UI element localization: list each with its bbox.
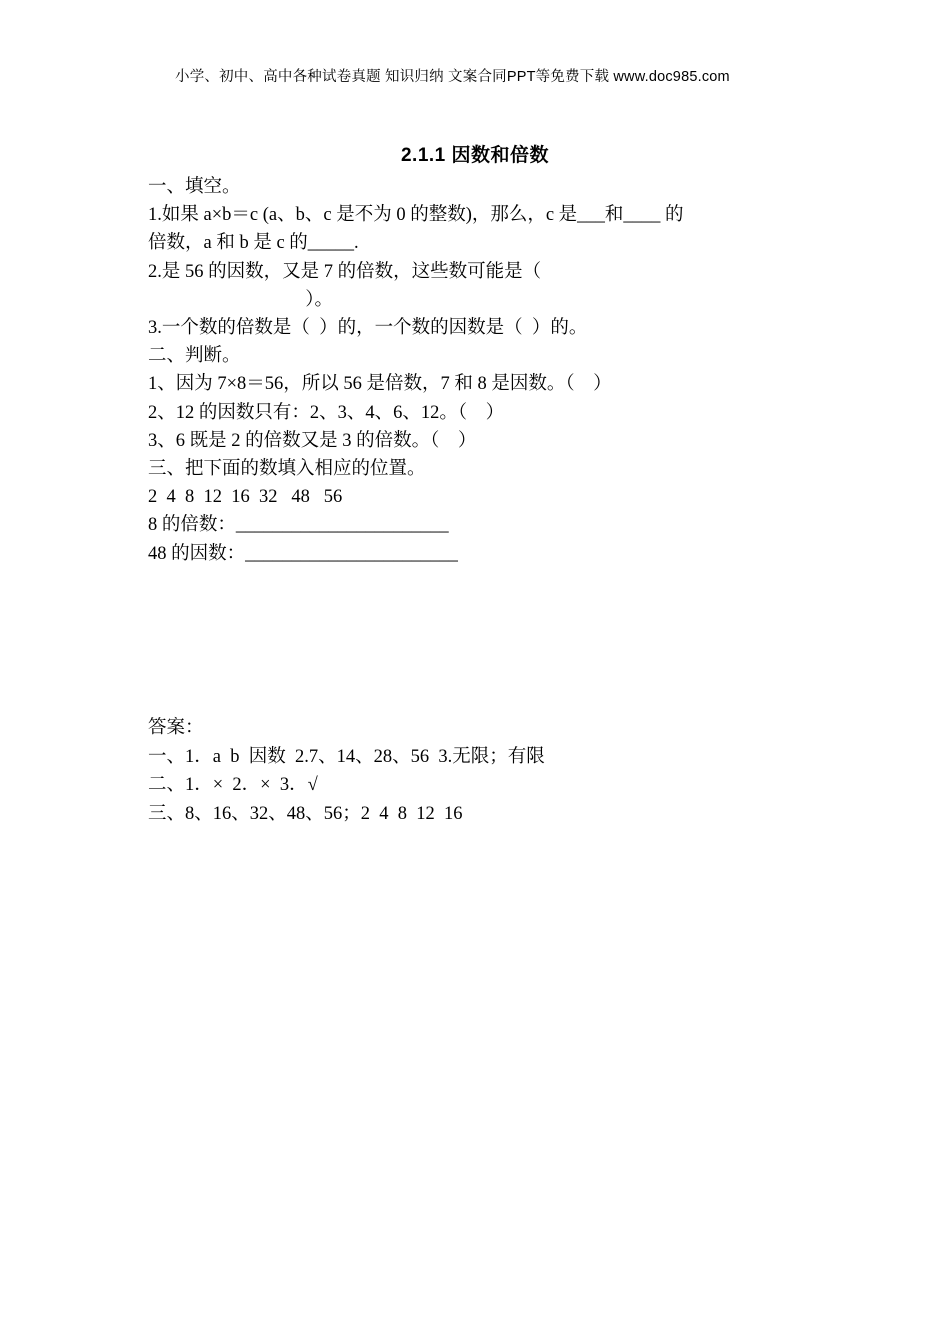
question-line: 1、因为 7×8＝56，所以 56 是倍数，7 和 8 是因数。（ ） [148,374,612,395]
answer-line: 二、1．× 2．× 3．√ [148,775,318,795]
question-line: 8 的倍数：_______________________ [148,515,449,536]
answer-line: 一、1．a b 因数 2.7、14、28、56 3.无限；有限 [148,746,545,767]
question-line: 3、6 既是 2 的倍数又是 3 的倍数。（ ） [148,430,477,451]
answer-line: 三、8、16、32、48、56；2 4 8 12 16 [148,803,463,824]
answers-heading: 答案： [148,718,204,738]
section-heading-3: 三、把下面的数填入相应的位置。 [148,459,426,480]
question-line: 2.是 56 的因数，又是 7 的倍数，这些数可能是（ [148,261,542,282]
question-line: 倍数，a 和 b 是 c 的_____. [148,233,359,254]
exercise-body [148,173,828,568]
question-line: 1.如果 a×b＝c (a、b、c 是不为 0 的整数)，那么，c 是___和____ 的 [148,205,684,226]
section-heading-1: 一、填空。 [148,177,241,197]
section-heading-2: 二、判断。 [148,346,241,367]
question-line: 2 4 8 12 16 32 48 56 [148,487,343,508]
site-watermark-note: 小学、初中、高中各种试卷真题 知识归纳 文案合同PPT等免费下载 www.doc985.com [175,69,730,85]
page-title: 2.1.1 因数和倍数 [400,145,550,166]
question-line: 48 的因数：_______________________ [148,543,458,564]
question-line: 3.一个数的倍数是（ ）的，一个数的因数是（ ）的。 [148,318,588,339]
question-line: 2、12 的因数只有：2、3、4、6、12。（ ） [148,402,505,423]
question-line: ）。 [148,289,334,310]
answers-section [148,714,828,828]
